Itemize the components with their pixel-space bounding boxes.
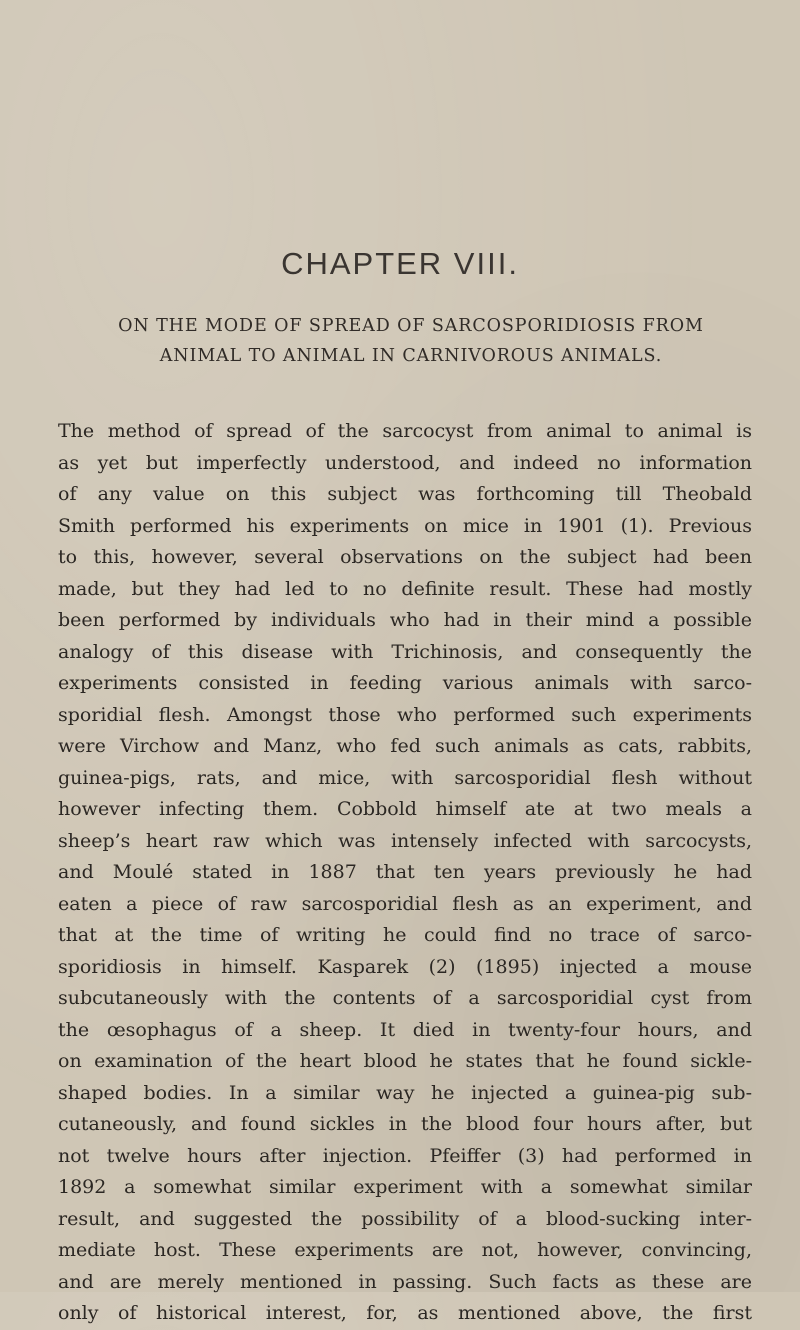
text-line: to this, however, several observations on the subject had been [58, 546, 752, 568]
text-line: The method of spread of the sarcocyst from animal to animal is [58, 420, 752, 442]
text-line: sheep’s heart raw which was intensely infected with sarcocysts, [58, 829, 752, 852]
text-line: analogy of this disease with Trichinosis, and consequently the [58, 640, 752, 663]
text-line: result, and suggested the possibility of a blood-sucking inter- [58, 1207, 752, 1230]
text-line: on examination of the heart blood he states that he found sickle- [58, 1050, 752, 1072]
text-line: made, but they had led to no definite result. These had mostly [58, 577, 752, 600]
body-paragraph [58, 416, 752, 1330]
text-line: sporidial flesh. Amongst those who performed such experiments [58, 703, 752, 726]
text-line: as yet but imperfectly understood, and indeed no information [58, 451, 752, 474]
text-line: and are merely mentioned in passing. Such facts as these are [58, 1270, 752, 1293]
section-heading-line-1: ON THE MODE OF SPREAD OF SARCOSPORIDIOSIS FROM [118, 316, 704, 336]
text-line: subcutaneously with the contents of a sarcosporidial cyst from [58, 987, 752, 1009]
text-line: experiments consisted in feeding various animals with sarco- [58, 672, 752, 694]
text-line: Smith performed his experiments on mice in 1901 (1). Previous [58, 514, 752, 537]
section-heading [50, 311, 772, 371]
text-line: the œsophagus of a sheep. It died in twenty-four hours, and [58, 1018, 752, 1041]
text-line: mediate host. These experiments are not, however, convincing, [58, 1239, 752, 1261]
text-line: only of historical interest, for, as mentioned above, the first [58, 1302, 752, 1324]
text-line: were Virchow and Manz, who fed such animals as cats, rabbits, [58, 735, 752, 757]
text-line: sporidiosis in himself. Kasparek (2) (1895) injected a mouse [58, 955, 752, 978]
text-line: of any value on this subject was forthcoming till Theobald [58, 483, 752, 505]
text-line: and Moulé stated in 1887 that ten years previously he had [58, 861, 752, 883]
section-heading-line-2: ANIMAL TO ANIMAL IN CARNIVOROUS ANIMALS. [159, 346, 663, 366]
text-line: 1892 a somewhat similar experiment with a somewhat similar [58, 1176, 752, 1198]
text-line: shaped bodies. In a similar way he injected a guinea-pig sub- [58, 1081, 752, 1104]
text-line: however infecting them. Cobbold himself ate at two meals a [58, 798, 752, 820]
text-line: that at the time of writing he could find no trace of sarco- [58, 924, 752, 946]
chapter-title: CHAPTER VIII. [281, 246, 519, 281]
text-line: not twelve hours after injection. Pfeiffer (3) had performed in [58, 1144, 752, 1167]
text-line: eaten a piece of raw sarcosporidial flesh as an experiment, and [58, 892, 752, 915]
text-line: cutaneously, and found sickles in the blood four hours after, but [58, 1113, 752, 1135]
text-line: been performed by individuals who had in their mind a possible [58, 609, 752, 631]
text-line: guinea-pigs, rats, and mice, with sarcosporidial flesh without [58, 766, 752, 789]
